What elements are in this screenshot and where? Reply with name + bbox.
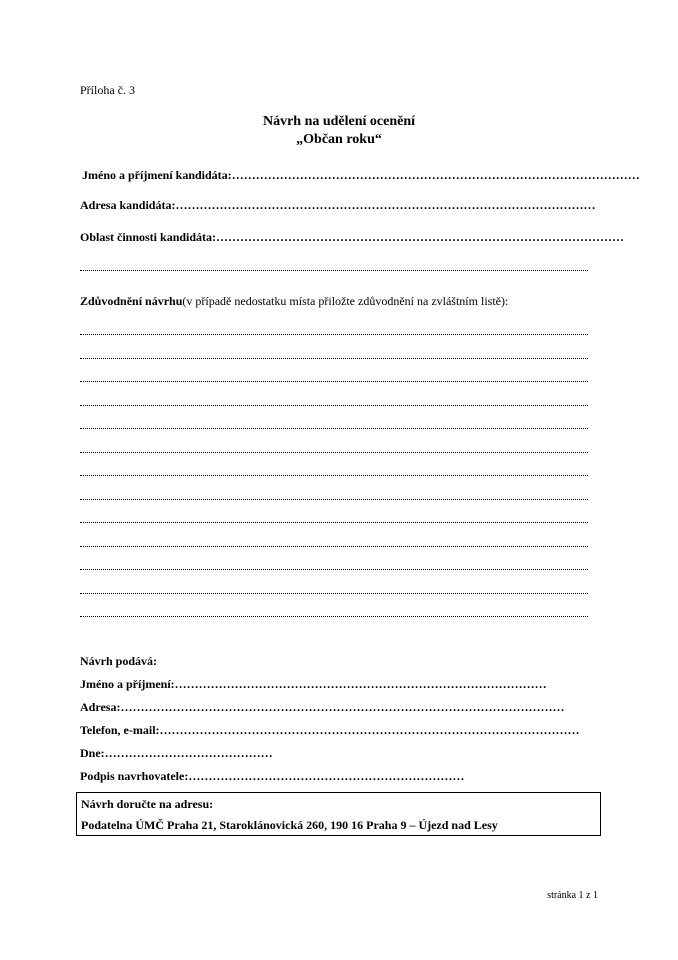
submitter-name-row xyxy=(80,672,590,692)
submitter-contact-row xyxy=(80,718,590,738)
justification-line[interactable] xyxy=(80,440,588,453)
candidate-field-label: Oblast činnosti kandidáta: xyxy=(80,230,217,244)
submitter-signature-row xyxy=(80,764,590,784)
delivery-address: Podatelna ÚMČ Praha 21, Staroklánovická 260, 190 16 Praha 9 – Újezd nad Lesy xyxy=(81,818,498,832)
form-title: Návrh na udělení ocenění xyxy=(262,114,416,129)
submitter-name-field[interactable]: ………………………………………………………………………………… xyxy=(174,677,547,691)
submitter-contact-label: Telefon, e-mail: xyxy=(80,723,160,737)
page-number: stránka 1 z 1 xyxy=(547,890,598,901)
candidate-address-row xyxy=(80,193,596,213)
justification-label: Zdůvodnění návrhu xyxy=(80,294,183,308)
justification-line[interactable] xyxy=(80,487,588,500)
candidate-name-field[interactable]: ………………………………………………………………………………………… xyxy=(231,168,640,182)
submitter-name-label: Jméno a příjmení: xyxy=(80,677,175,691)
submitter-heading: Návrh podává: xyxy=(80,654,158,668)
submitter-date-field[interactable]: …………………………………… xyxy=(104,746,273,760)
candidate-name-label: Jméno a příjmení kandidáta: xyxy=(82,168,232,182)
justification-line[interactable] xyxy=(80,393,588,406)
justification-note: (v případě nedostatku místa přiložte zdůvodnění na zvláštním listě): xyxy=(182,294,509,308)
submitter-signature-label: Podpis navrhovatele: xyxy=(80,769,189,783)
justification-line[interactable] xyxy=(80,322,588,335)
justification-line[interactable] xyxy=(80,369,588,382)
candidate-address-field[interactable]: …………………………………………………………………………………………… xyxy=(175,198,596,212)
justification-line[interactable] xyxy=(80,416,588,429)
justification-line[interactable] xyxy=(80,534,588,547)
candidate-field-extra-line[interactable] xyxy=(80,258,588,271)
submitter-address-label: Adresa: xyxy=(80,700,121,714)
delivery-address-box xyxy=(76,792,601,836)
award-name: „Občan roku“ xyxy=(296,132,382,147)
justification-line[interactable] xyxy=(80,557,588,570)
candidate-name-row xyxy=(82,163,640,183)
delivery-heading: Návrh doručte na adresu: xyxy=(81,797,214,811)
submitter-date-row xyxy=(80,741,590,761)
submitter-contact-field[interactable]: …………………………………………………………………………………………… xyxy=(159,723,580,737)
submitter-date-label: Dne: xyxy=(80,746,105,760)
submitter-address-row xyxy=(80,695,590,715)
justification-line[interactable] xyxy=(80,346,588,359)
justification-row xyxy=(80,289,620,309)
candidate-field-row xyxy=(80,225,625,245)
justification-line[interactable] xyxy=(80,463,588,476)
justification-line[interactable] xyxy=(80,604,588,617)
justification-line[interactable] xyxy=(80,581,588,594)
submitter-signature-field[interactable]: …………………………………………………………… xyxy=(188,769,465,783)
submitter-address-field[interactable]: ………………………………………………………………………………………………… xyxy=(120,700,565,714)
annex-label: Příloha č. 3 xyxy=(80,83,135,97)
justification-line[interactable] xyxy=(80,510,588,523)
candidate-field-field[interactable]: ………………………………………………………………………………………… xyxy=(216,230,625,244)
candidate-address-label: Adresa kandidáta: xyxy=(80,198,176,212)
